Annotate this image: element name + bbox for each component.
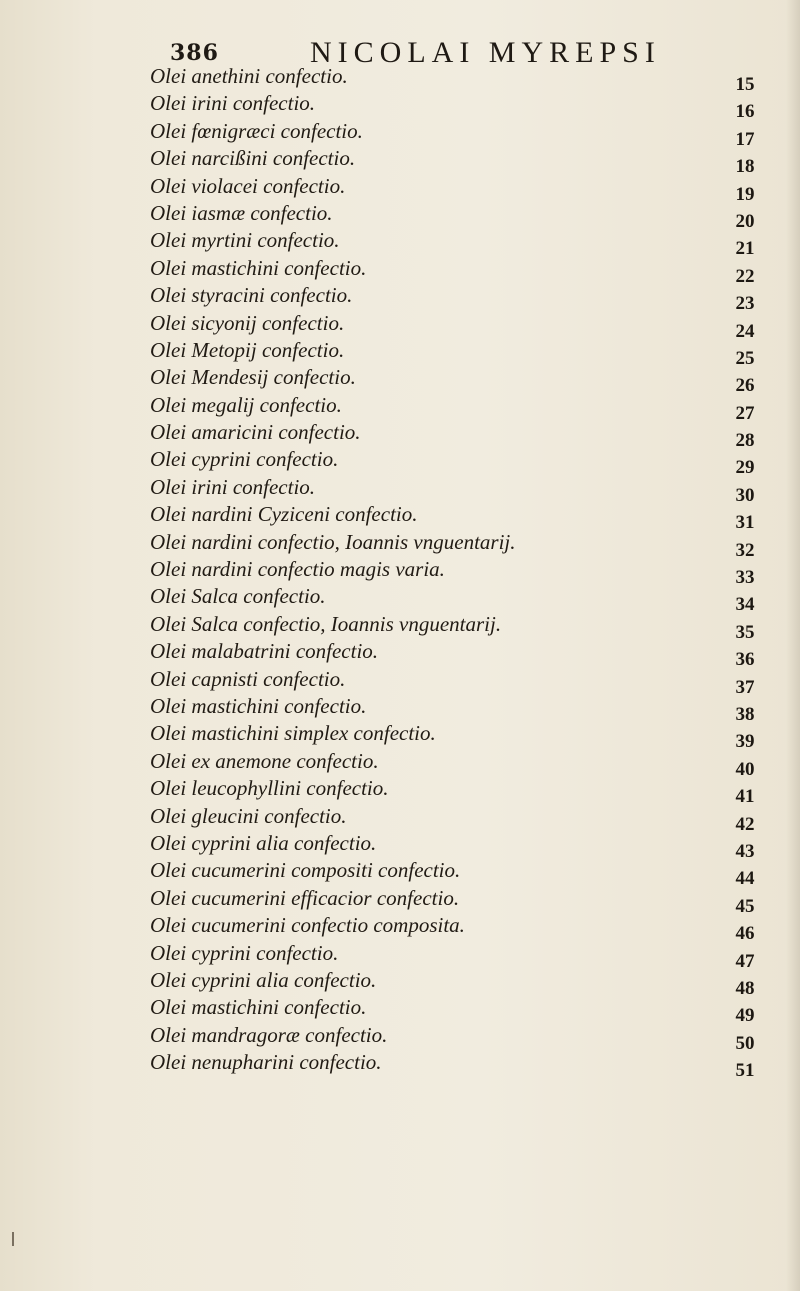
- list-item: [150, 474, 780, 506]
- entry-title: Olei gleucini confectio.: [150, 803, 347, 828]
- entry-number: 22: [735, 265, 755, 287]
- entry-number: 35: [735, 621, 755, 643]
- entry-title: Olei Salca confectio, Ioannis vnguentarij.: [150, 611, 502, 636]
- list-item: [150, 995, 780, 1027]
- entry-title: Olei mastichini simplex confectio.: [150, 721, 436, 746]
- page-number: 386: [170, 40, 219, 66]
- chapter-list: [150, 64, 780, 1082]
- entry-title: Olei myrtini confectio.: [150, 228, 340, 253]
- entry-number: 34: [735, 594, 755, 616]
- entry-number: 24: [735, 320, 755, 342]
- entry-number: 33: [735, 567, 755, 589]
- entry-number: 46: [735, 923, 755, 945]
- entry-number: 20: [735, 210, 755, 232]
- entry-title: Olei nardini confectio, Ioannis vnguentarij.: [150, 529, 516, 554]
- list-item: [150, 255, 780, 287]
- entry-title: Olei nenupharini confectio.: [150, 1050, 382, 1075]
- entry-title: Olei irini confectio.: [150, 91, 316, 116]
- entry-title: Olei Salca confectio.: [150, 584, 326, 609]
- entry-title: Olei cucumerini confectio composita.: [150, 913, 465, 938]
- list-item: [150, 228, 780, 260]
- entry-number: 18: [735, 156, 755, 178]
- entry-number: 49: [735, 1005, 755, 1027]
- entry-title: Olei narcißini confectio.: [150, 146, 356, 171]
- list-item: [150, 913, 780, 945]
- list-item: [150, 967, 780, 999]
- entry-number: 21: [735, 238, 755, 260]
- list-item: [150, 830, 780, 862]
- entry-title: Olei mastichini confectio.: [150, 255, 367, 280]
- list-item: [150, 310, 780, 342]
- entry-number: 23: [735, 293, 755, 315]
- list-item: [150, 940, 780, 972]
- list-item: [150, 721, 780, 753]
- list-item: [150, 611, 780, 643]
- entry-number: 50: [735, 1032, 755, 1054]
- entry-number: 40: [735, 758, 755, 780]
- entry-number: 36: [735, 649, 755, 671]
- list-item: [150, 64, 780, 95]
- entry-number: 28: [735, 430, 755, 452]
- list-item: [150, 584, 780, 616]
- entry-title: Olei cucumerini efficacior confectio.: [150, 885, 460, 910]
- list-item: [150, 118, 780, 150]
- entry-title: Olei cyprini alia confectio.: [150, 830, 377, 855]
- entry-number: 48: [735, 977, 755, 999]
- entry-number: 26: [735, 375, 755, 397]
- entry-title: Olei capnisti confectio.: [150, 666, 346, 691]
- list-item: [150, 283, 780, 315]
- entry-number: 44: [735, 868, 755, 890]
- entry-number: 19: [735, 183, 755, 205]
- entry-title: Olei amaricini confectio.: [150, 420, 361, 445]
- entry-number: 16: [735, 101, 755, 123]
- entry-number: 30: [735, 484, 755, 506]
- entry-number: 32: [735, 539, 755, 561]
- entry-number: 51: [735, 1060, 755, 1082]
- entry-title: Olei mastichini confectio.: [150, 693, 367, 718]
- entry-title: Olei irini confectio.: [150, 474, 316, 499]
- entry-title: Olei leucophyllini confectio.: [150, 776, 389, 801]
- entry-number: 17: [735, 128, 755, 150]
- entry-title: Olei nardini confectio magis varia.: [150, 557, 445, 582]
- list-item: [150, 666, 780, 698]
- list-item: [150, 776, 780, 808]
- entry-title: Olei styracini confectio.: [150, 283, 353, 308]
- list-item: [150, 200, 780, 232]
- entry-number: 47: [735, 950, 755, 972]
- entry-number: 27: [735, 402, 755, 424]
- entry-title: Olei violacei confectio.: [150, 173, 346, 198]
- entry-number: 38: [735, 703, 755, 725]
- list-item: [150, 91, 780, 123]
- entry-number: 15: [735, 74, 755, 95]
- list-item: [150, 502, 780, 534]
- entry-number: 45: [735, 895, 755, 917]
- list-item: [150, 173, 780, 205]
- list-item: [150, 365, 780, 397]
- entry-number: 25: [735, 347, 755, 369]
- list-item: [150, 146, 780, 178]
- list-item: [150, 529, 780, 561]
- list-item: [150, 803, 780, 835]
- entry-title: Olei nardini Cyziceni confectio.: [150, 502, 418, 527]
- entry-number: 41: [735, 786, 755, 808]
- entry-title: Olei sicyonij confectio.: [150, 310, 345, 335]
- list-item: [150, 639, 780, 671]
- running-title: NICOLAI MYREPSI: [310, 36, 661, 69]
- list-item: [150, 557, 780, 589]
- entry-title: Olei mandragoræ confectio.: [150, 1022, 388, 1047]
- entry-title: Olei Metopij confectio.: [150, 337, 345, 362]
- entry-number: 43: [735, 840, 755, 862]
- entry-title: Olei megalij confectio.: [150, 392, 342, 417]
- page-gutter-shadow: [786, 0, 800, 1291]
- list-item: [150, 447, 780, 479]
- entry-number: 39: [735, 731, 755, 753]
- entry-title: Olei cyprini confectio.: [150, 447, 339, 472]
- entry-number: 29: [735, 457, 755, 479]
- list-item: [150, 885, 780, 917]
- entry-title: Olei anethini confectio.: [150, 64, 348, 88]
- list-item: [150, 1050, 780, 1082]
- entry-title: Olei cyprini alia confectio.: [150, 967, 377, 992]
- list-item: [150, 392, 780, 424]
- entry-title: Olei iasmæ confectio.: [150, 200, 333, 225]
- entry-number: 42: [735, 813, 755, 835]
- entry-title: Olei mastichini confectio.: [150, 995, 367, 1020]
- entry-title: Olei cyprini confectio.: [150, 940, 339, 965]
- margin-mark: [12, 1232, 14, 1246]
- entry-title: Olei malabatrini confectio.: [150, 639, 379, 664]
- list-item: [150, 693, 780, 725]
- entry-title: Olei fœnigræci confectio.: [150, 118, 363, 143]
- list-item: [150, 420, 780, 452]
- entry-number: 37: [735, 676, 755, 698]
- entry-title: Olei cucumerini compositi confectio.: [150, 858, 461, 883]
- list-item: [150, 1022, 780, 1054]
- list-item: [150, 748, 780, 780]
- list-item: [150, 858, 780, 890]
- entry-title: Olei Mendesij confectio.: [150, 365, 356, 390]
- entry-number: 31: [735, 512, 755, 534]
- list-item: [150, 337, 780, 369]
- entry-title: Olei ex anemone confectio.: [150, 748, 379, 773]
